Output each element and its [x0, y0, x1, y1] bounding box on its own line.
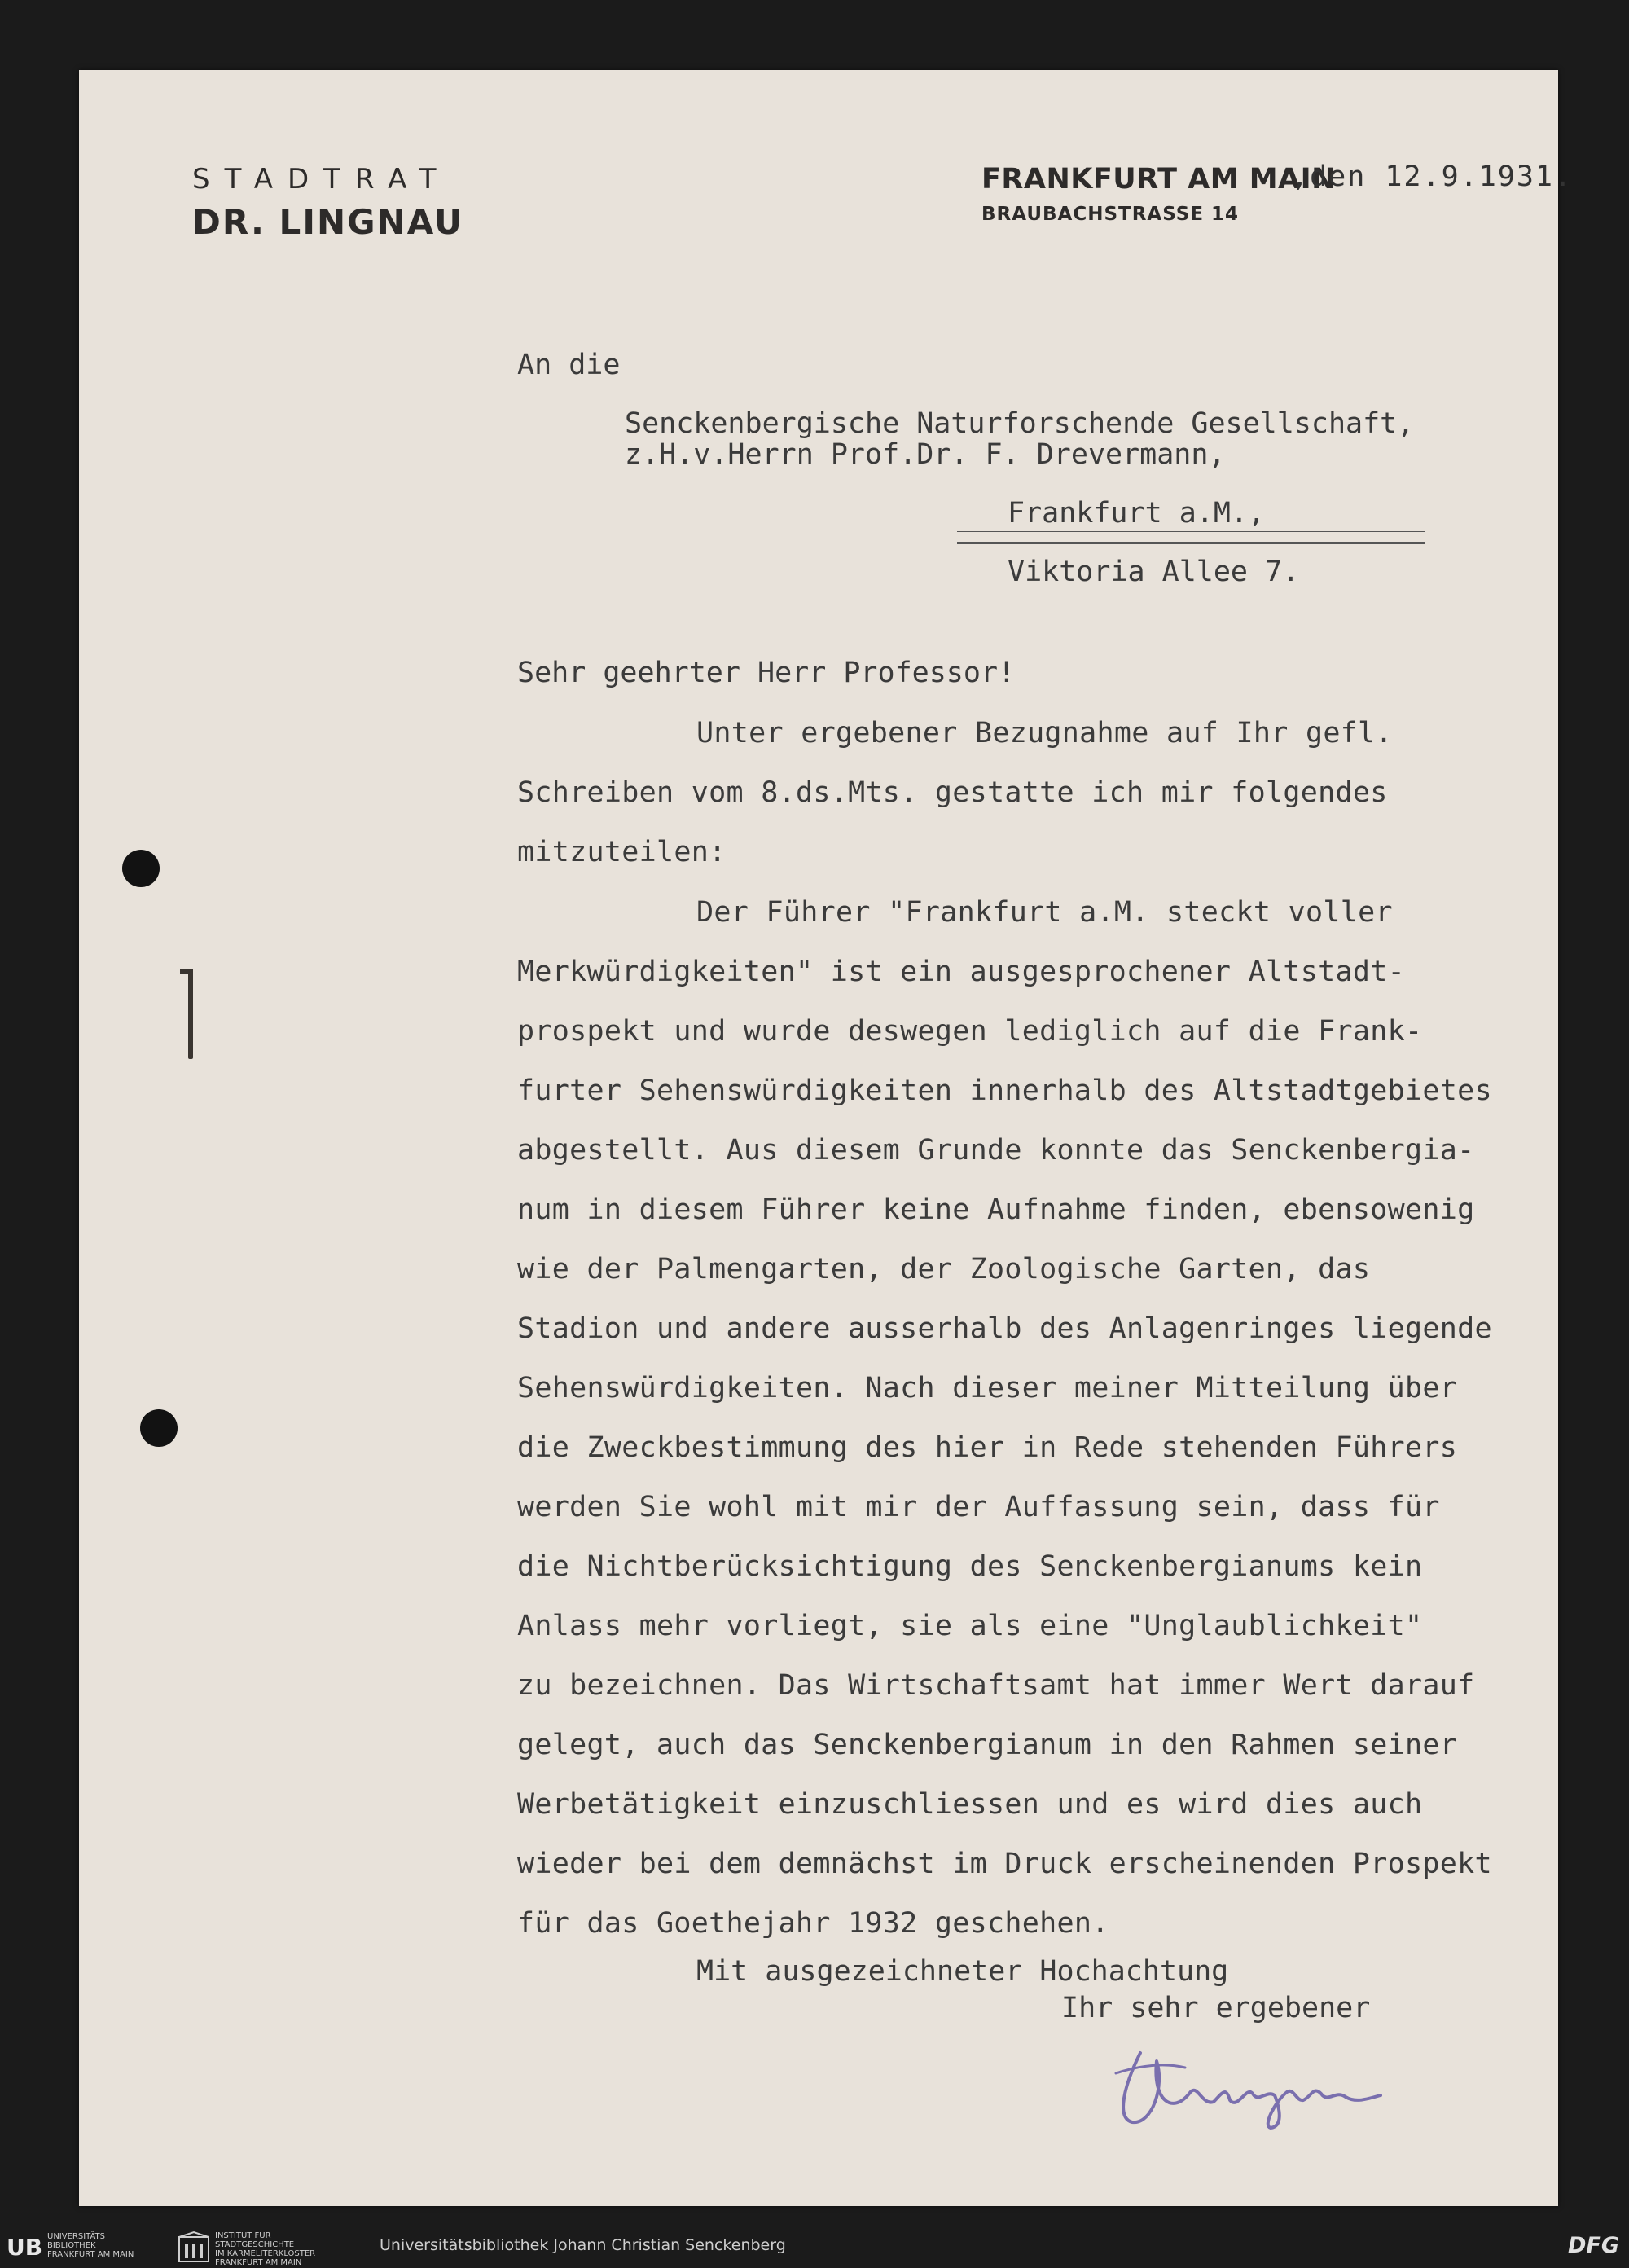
punch-hole-bottom: [140, 1409, 178, 1447]
body-line: die Zweckbestimmung des hier in Rede stehenden Führers: [517, 1431, 1458, 1464]
body-line: für das Goethejahr 1932 geschehen.: [517, 1907, 1109, 1940]
body-line: gelegt, auch das Senckenbergianum in den Rahmen seiner: [517, 1729, 1458, 1761]
body-line: Merkwürdigkeiten" ist ein ausgesprochener Altstadt-: [517, 956, 1405, 988]
body-line: Stadion und andere ausserhalb des Anlagenringes liegende: [517, 1312, 1492, 1345]
underline-rule: [957, 530, 1425, 544]
dfg-logo: DFG: [1567, 2233, 1619, 2258]
body-line: wie der Palmengarten, der Zoologische Garten, das: [517, 1253, 1371, 1286]
ub-logo: UB: [7, 2234, 43, 2261]
staple-mark: [188, 969, 193, 1059]
body-line: Sehenswürdigkeiten. Nach dieser meiner Mitteilung über: [517, 1372, 1458, 1404]
punch-hole-top: [122, 850, 160, 887]
library-credit: Universitätsbibliothek Johann Christian Senckenberg: [380, 2236, 786, 2254]
body-line: Unter ergebener Bezugnahme auf Ihr gefl.: [696, 717, 1393, 749]
letterhead-title: STADTRAT: [192, 163, 451, 196]
body-line: Schreiben vom 8.ds.Mts. gestatte ich mir folgendes: [517, 776, 1388, 809]
recipient-line-1: An die: [517, 349, 621, 381]
body-line: die Nichtberücksichtigung des Senckenbergianums kein: [517, 1550, 1423, 1583]
letterhead-name: DR. LINGNAU: [192, 202, 464, 242]
institute-logo-text: INSTITUT FÜR STADTGESCHICHTE IM KARMELITERKLOSTER FRANKFURT AM MAIN: [215, 2231, 316, 2267]
body-line: Anlass mehr vorliegt, sie als eine "Unglaublichkeit": [517, 1610, 1423, 1642]
letter-date: ,den 12.9.1931.: [1291, 160, 1574, 193]
salutation: Sehr geehrter Herr Professor!: [517, 657, 1016, 689]
institute-logo-icon: [178, 2231, 210, 2263]
body-line: zu bezeichnen. Das Wirtschaftsamt hat immer Wert darauf: [517, 1669, 1475, 1702]
body-line: num in diesem Führer keine Aufnahme finden, ebensowenig: [517, 1193, 1475, 1226]
recipient-line-2: Senckenbergische Naturforschende Gesellschaft,: [625, 407, 1415, 440]
body-line: mitzuteilen:: [517, 836, 727, 868]
recipient-line-4: Frankfurt a.M.,: [1008, 497, 1266, 530]
recipient-line-3: z.H.v.Herrn Prof.Dr. F. Drevermann,: [625, 438, 1226, 471]
body-line: werden Sie wohl mit mir der Auffassung sein, dass für: [517, 1491, 1440, 1523]
body-line: abgestellt. Aus diesem Grunde konnte das Senckenbergia-: [517, 1134, 1475, 1167]
body-line: furter Sehenswürdigkeiten innerhalb des Altstadtgebietes: [517, 1075, 1492, 1107]
closing-line-2: Ihr sehr ergebener: [1061, 1992, 1371, 2024]
footer-bar: [0, 2224, 1629, 2268]
body-line: prospekt und wurde deswegen lediglich auf die Frank-: [517, 1015, 1423, 1048]
body-line: wieder bei dem demnächst im Druck erscheinenden Prospekt: [517, 1848, 1492, 1880]
ub-logo-text: UNIVERSITÄTS BIBLIOTHEK FRANKFURT AM MAIN: [47, 2232, 134, 2259]
signature-image: [1108, 2028, 1450, 2134]
letterhead-street: BRAUBACHSTRASSE 14: [981, 204, 1240, 225]
closing-line-1: Mit ausgezeichneter Hochachtung: [696, 1955, 1229, 1988]
body-line: Der Führer "Frankfurt a.M. steckt voller: [696, 896, 1393, 929]
letterhead-city: FRANKFURT AM MAIN: [981, 163, 1336, 196]
recipient-line-5: Viktoria Allee 7.: [1008, 556, 1300, 588]
body-line: Werbetätigkeit einzuschliessen und es wird dies auch: [517, 1788, 1423, 1821]
